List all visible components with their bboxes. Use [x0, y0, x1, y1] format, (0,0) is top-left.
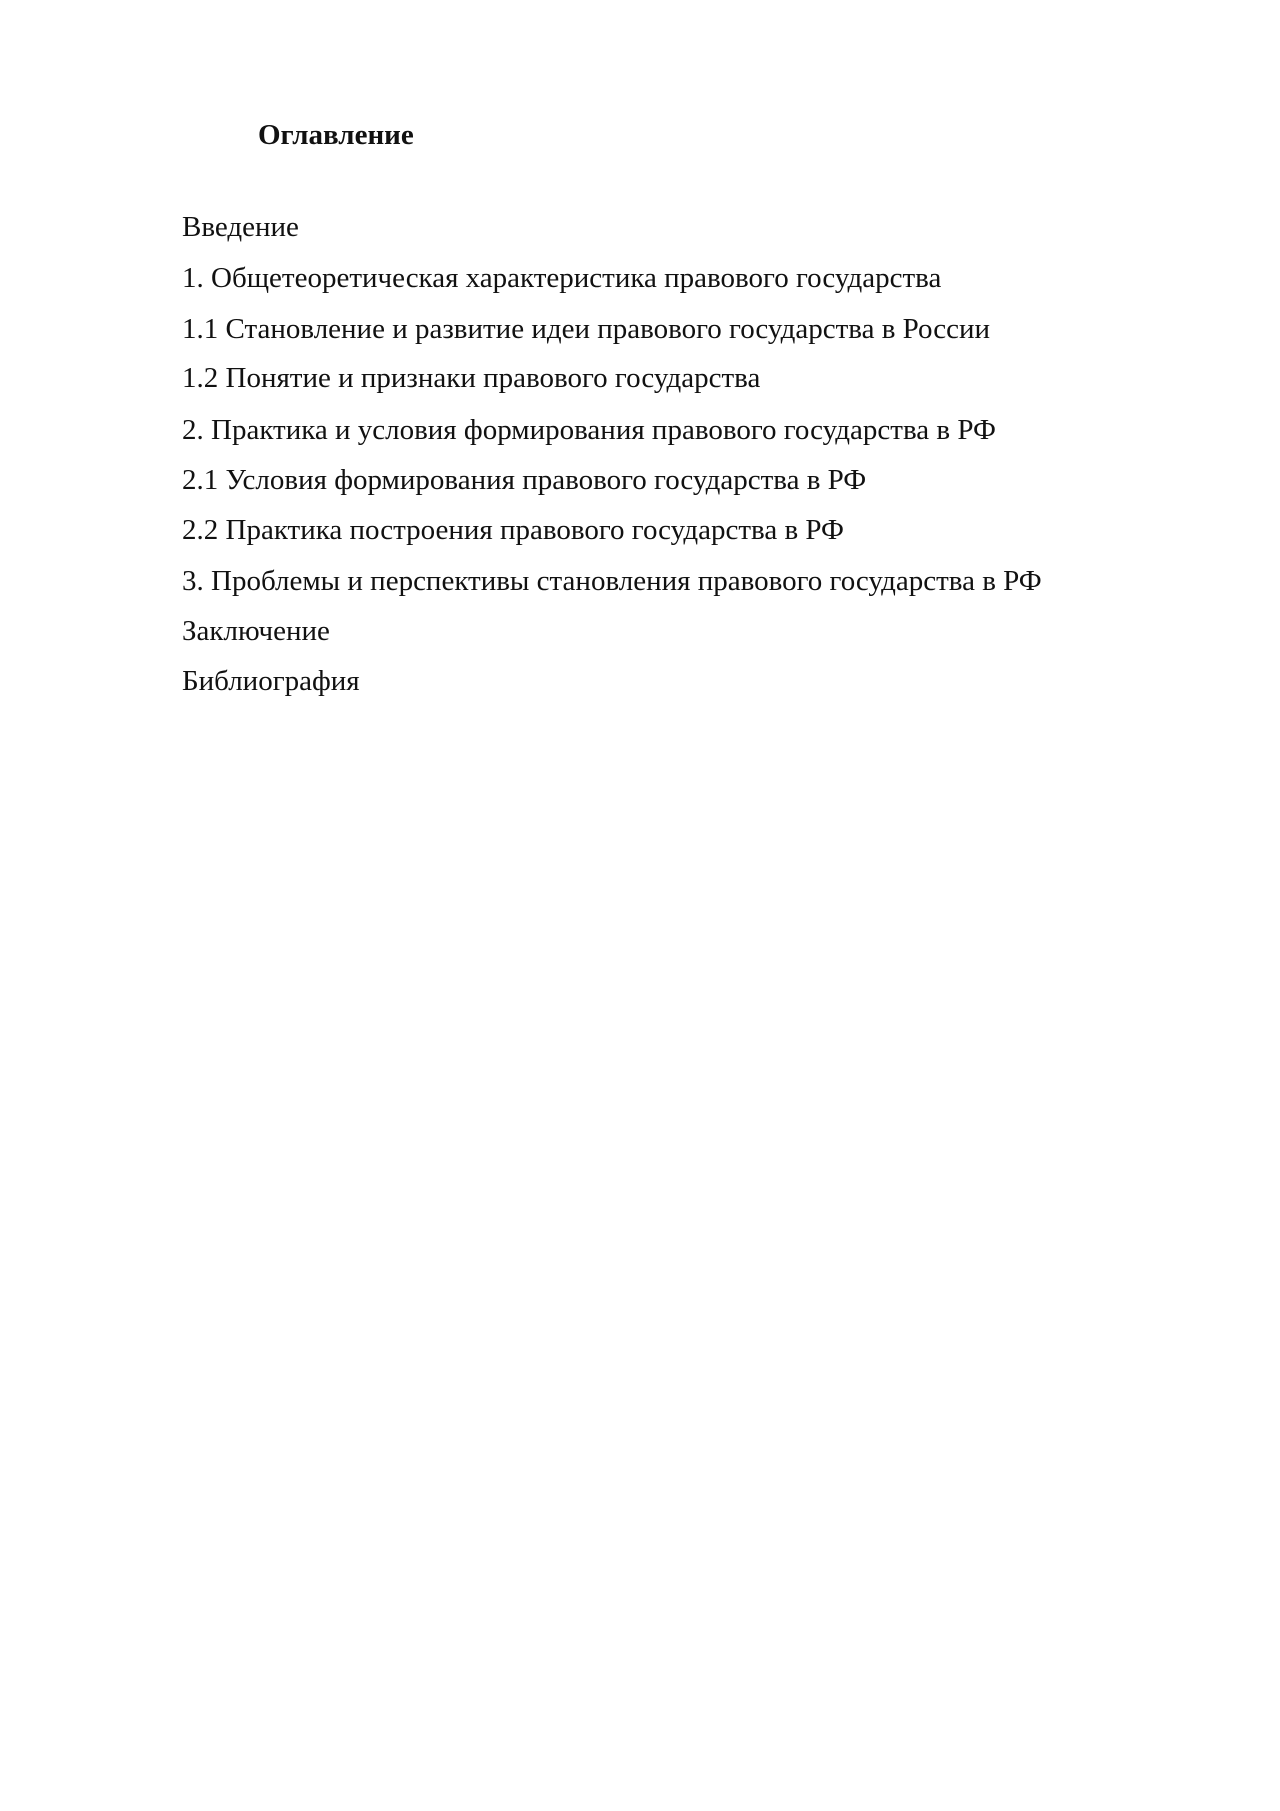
- toc-item-section-2-1: 2.1 Условия формирования правового государства в РФ: [182, 464, 867, 496]
- toc-item-chapter-1: 1. Общетеоретическая характеристика правового государства: [182, 262, 942, 294]
- toc-item-chapter-3: 3. Проблемы и перспективы становления правового государства в РФ: [182, 565, 1042, 597]
- toc-item-conclusion: Заключение: [182, 615, 330, 647]
- toc-item-section-1-2: 1.2 Понятие и признаки правового государства: [182, 362, 761, 394]
- toc-title: Оглавление: [258, 119, 414, 151]
- toc-item-bibliography: Библиография: [182, 665, 360, 697]
- toc-item-introduction: Введение: [182, 211, 299, 243]
- toc-item-section-1-1: 1.1 Становление и развитие идеи правового государства в России: [182, 313, 991, 345]
- toc-item-chapter-2: 2. Практика и условия формирования правового государства в РФ: [182, 414, 996, 446]
- toc-item-section-2-2: 2.2 Практика построения правового государства в РФ: [182, 514, 844, 546]
